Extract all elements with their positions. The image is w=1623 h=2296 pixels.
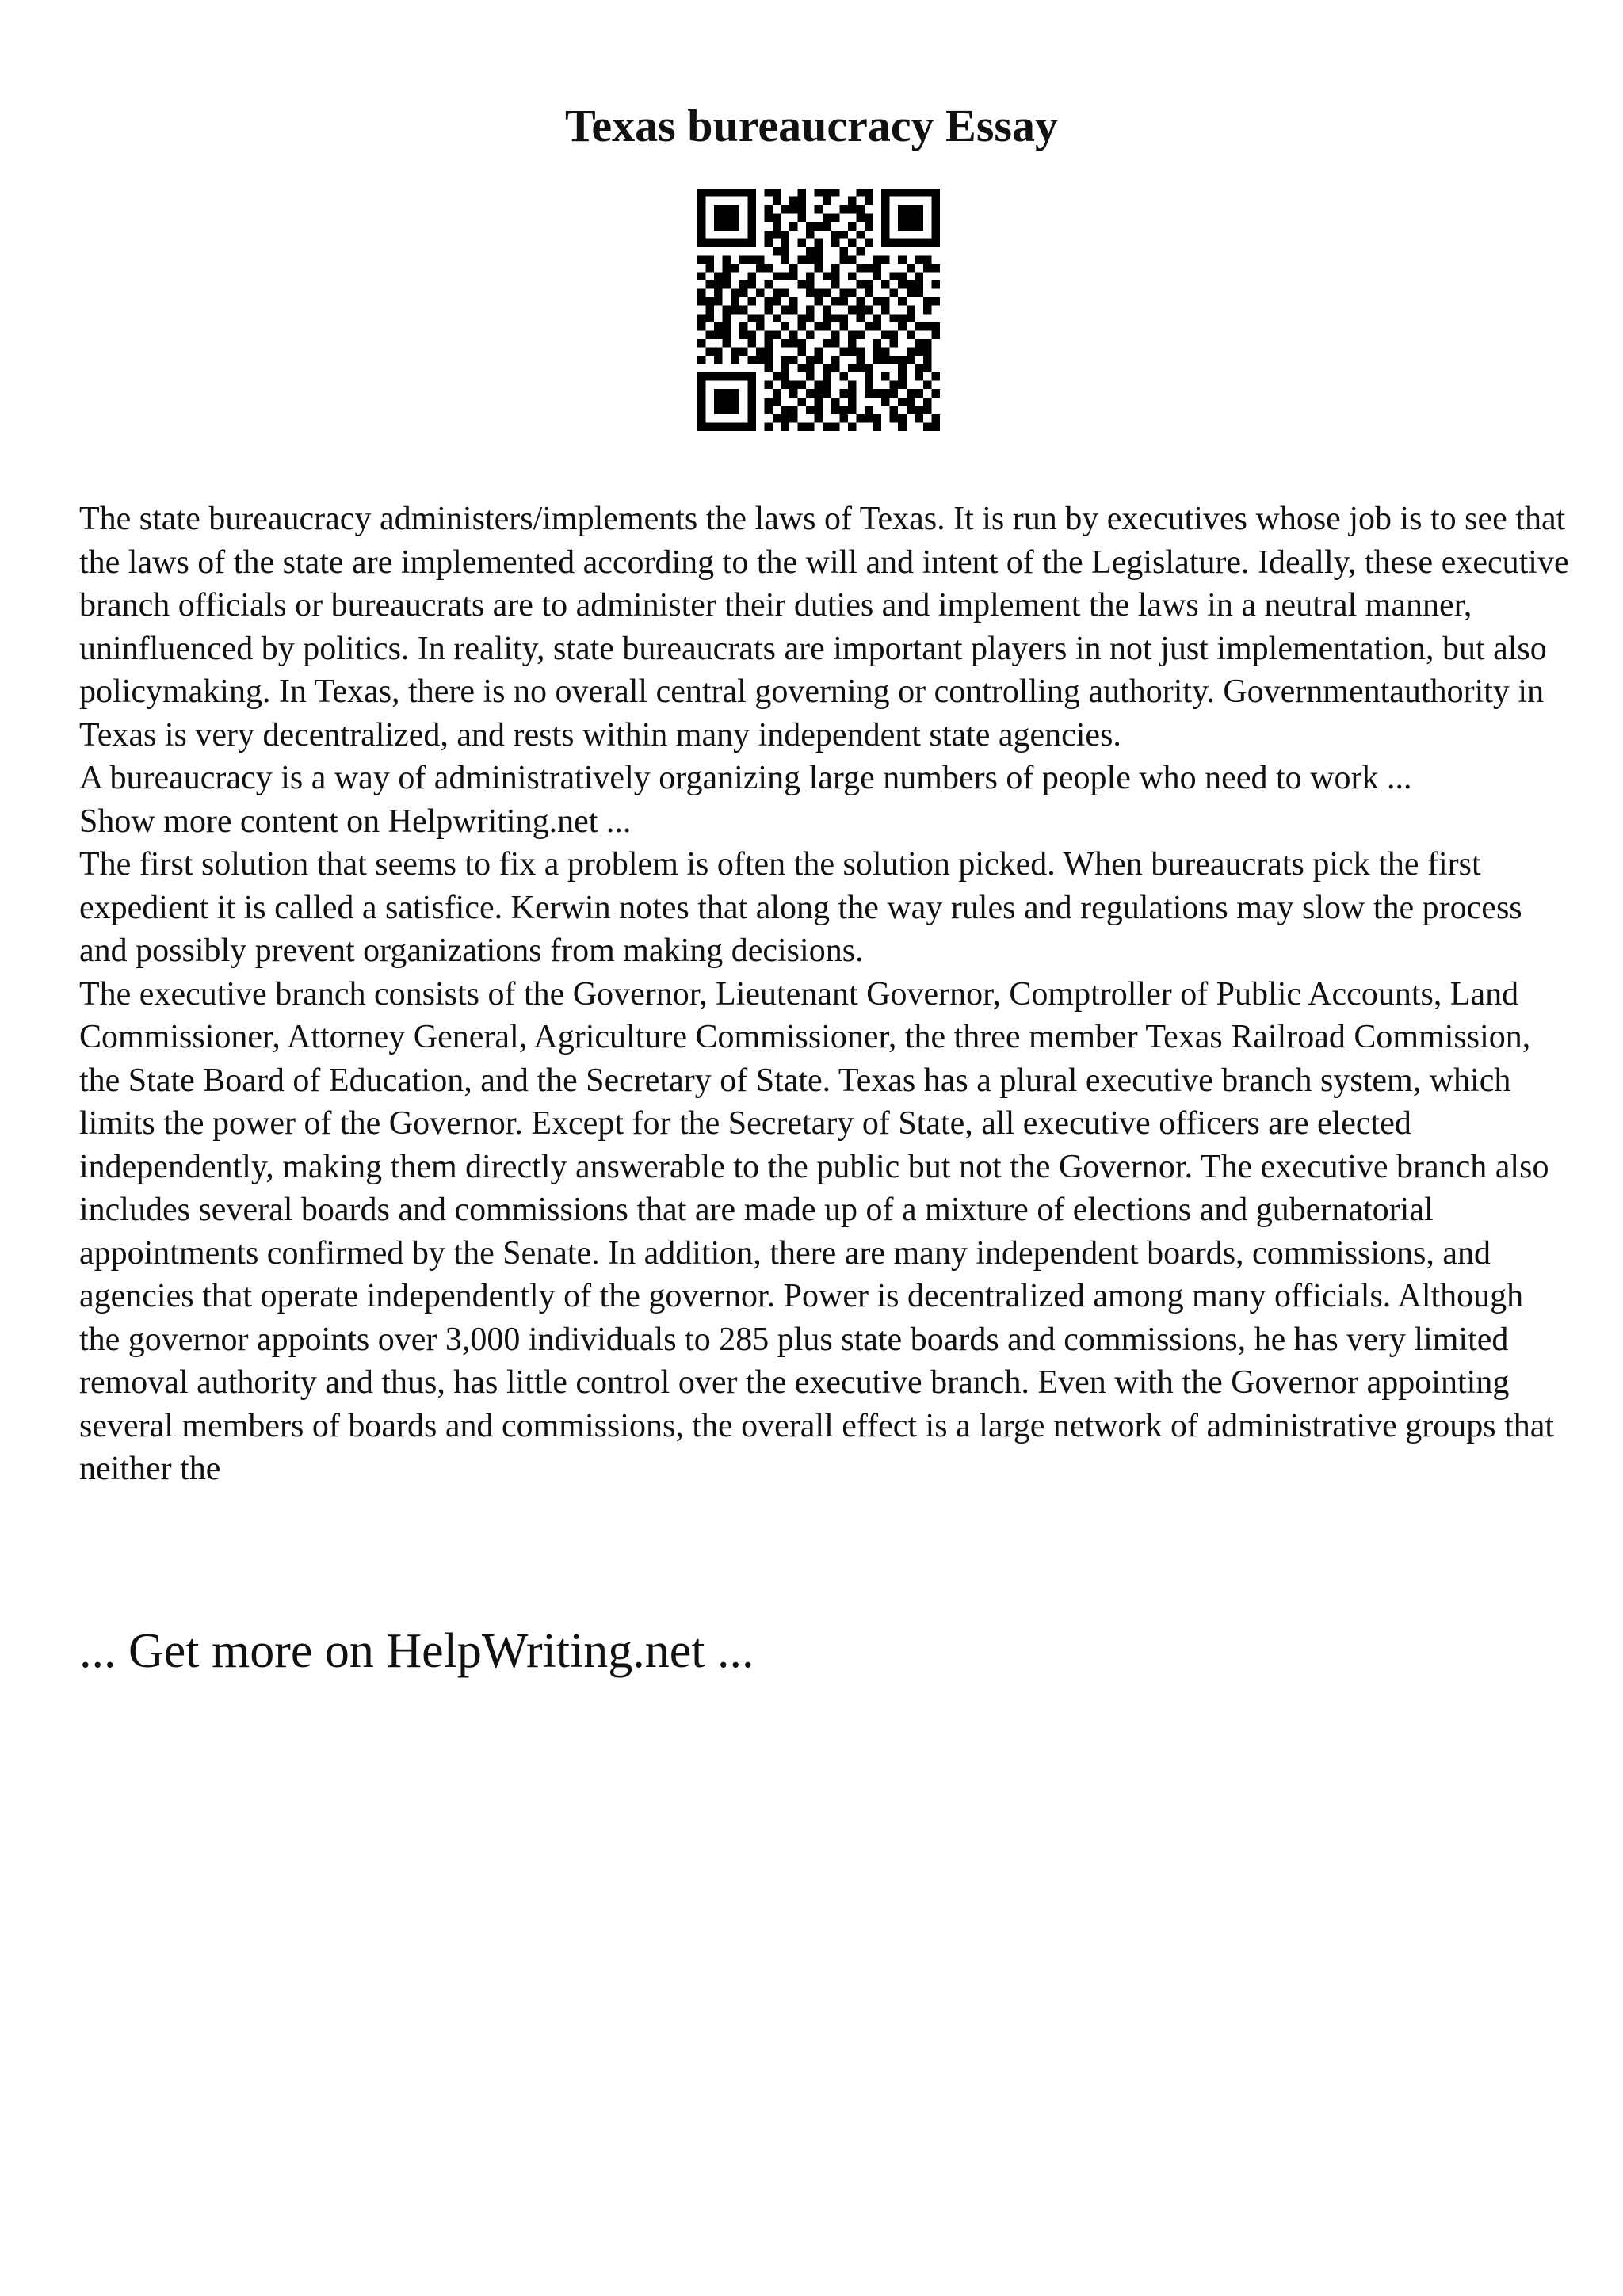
qr-code-icon bbox=[697, 189, 940, 431]
show-more-link[interactable]: Show more content on Helpwriting.net ... bbox=[79, 803, 632, 840]
paragraph-executive-branch: The executive branch consists of the Governor, Lieutenant Governor, Comptroller of Public Accounts, Land Commissioner, Attorney General, Agriculture Commissioner, the three member Texas Railroad Commission, the State Board of Education, and the Secretary of State. Texas has a plural executive branch system, which limits the power of the Governor. Except for the Secretary of State, all executive officers are elected independently, making them directly answerable to the public but not the Governor. The executive branch also includes several boards and commissions that are made up of a mixture of elections and gubernatorial appointments confirmed by the Senate. In addition, there are many independent boards, commissions, and agencies that operate independently of the governor. Power is decentralized among many officials. Although the governor appoints over 3,000 individuals to 285 plus state boards and commissions, he has very limited removal authority and thus, has little control over the executive branch. Even with the Governor appointing several members of boards and commissions, the overall effect is a large network of administrative groups that neither the bbox=[79, 975, 1555, 1487]
paragraph-solution: The first solution that seems to fix a problem is often the solution picked. When bureaucrats pick the first expedient it is called a satisfice. Kerwin notes that along the way rules and regulations may slow the process and possibly prevent organizations from making decisions. bbox=[79, 846, 1522, 969]
essay-body bbox=[79, 498, 1569, 1491]
page-title: Texas bureaucracy Essay bbox=[565, 100, 1058, 151]
get-more-link[interactable]: ... Get more on HelpWriting.net ... bbox=[79, 1624, 754, 1678]
paragraph-intro: The state bureaucracy administers/implements the laws of Texas. It is run by executives whose job is to see that the laws of the state are implemented according to the will and intent of the Legislature. Ideally, these executive branch officials or bureaucrats are to administer their duties and implement the laws in a neutral manner, uninfluenced by politics. In reality, state bureaucrats are important players in not just implementation, but also policymaking. In Texas, there is no overall central governing or controlling authority. Governmentauthority in Texas is very decentralized, and rests within many independent state agencies. bbox=[79, 501, 1569, 753]
paragraph-teaser: A bureaucracy is a way of administratively organizing large numbers of people who need to work ... bbox=[79, 760, 1412, 796]
